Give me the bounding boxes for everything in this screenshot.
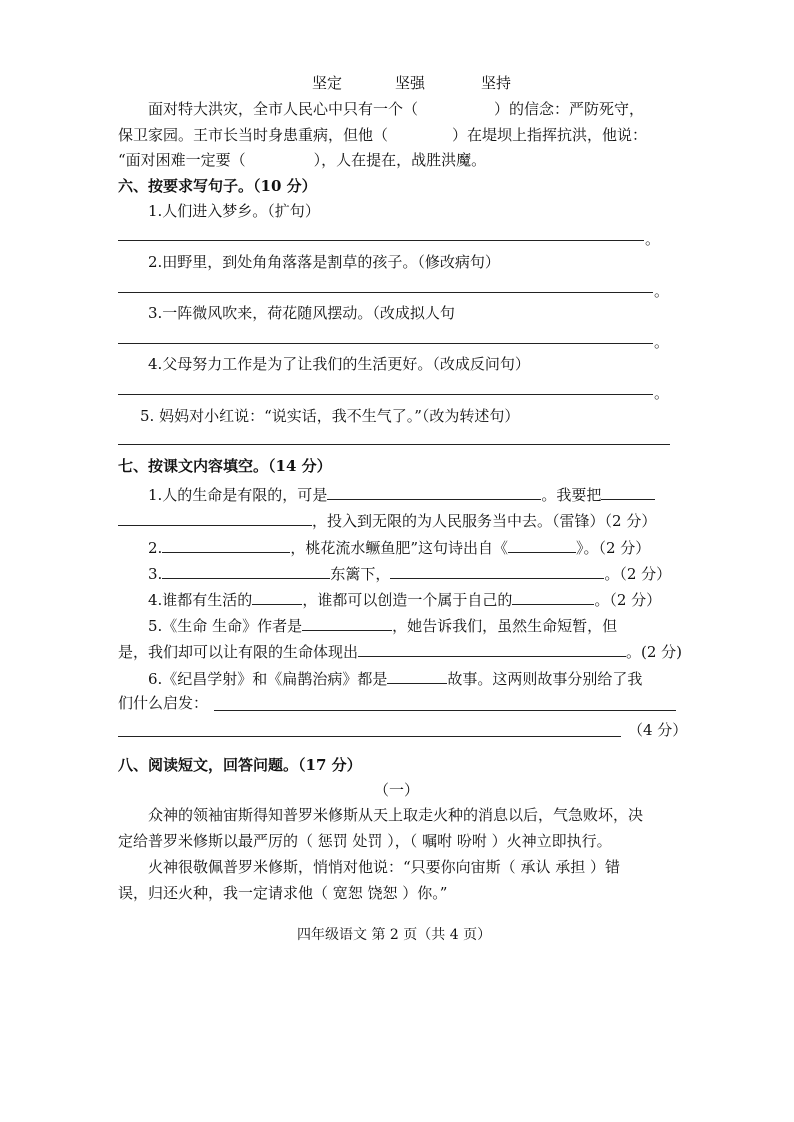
period: 。: [654, 333, 670, 351]
s7-q2: [148, 536, 650, 558]
s6-item-5: 5. 妈妈对小红说：“说实话，我不生气了。”（改为转述句）: [140, 407, 520, 425]
vocab-text: ），人在提在，战胜洪魔。: [313, 151, 487, 169]
q-text: 东篱下，: [330, 565, 391, 583]
period: 。: [654, 384, 670, 402]
q-text: 3.: [148, 565, 163, 583]
s7-q5-line1: [148, 614, 617, 636]
vocab-text: 面对特大洪灾，全市人民心中只有一个（: [148, 100, 419, 118]
blank[interactable]: [390, 562, 604, 579]
blank[interactable]: [162, 536, 290, 553]
s7-q3: [148, 562, 671, 584]
q-text: ，桃花流水鳜鱼肥”这句诗出自《: [290, 539, 508, 557]
page-footer: 四年级语文 第 2 页（共 4 页）: [297, 927, 492, 943]
q-text: ，她告诉我们，虽然生命短暂，但: [392, 617, 618, 635]
vocab-line-3: [118, 150, 486, 170]
q-text: 1.人的生命是有限的，可是: [148, 486, 328, 504]
section-7-heading: 七、按课文内容填空。（14 分）: [118, 457, 332, 475]
q-text: 。(2 分): [626, 643, 683, 661]
period: 。: [645, 230, 661, 248]
passage-line-1: 众神的领袖宙斯得知普罗米修斯从天上取走火种的消息以后，气急败坏，决: [148, 806, 644, 824]
vocab-line-2: [118, 125, 647, 145]
blank[interactable]: [512, 588, 594, 605]
blank[interactable]: [302, 614, 392, 631]
answer-line[interactable]: [118, 240, 644, 241]
vocab-text: 保卫家园。王市长当时身患重病，但他（: [118, 126, 389, 144]
blank[interactable]: [358, 640, 626, 657]
blank[interactable]: [252, 588, 302, 605]
s6-item-2: 2.田野里，到处角角落落是割草的孩子。（修改病句）: [148, 253, 500, 271]
q-text: 2.: [148, 539, 163, 557]
q-text: ，谁都可以创造一个属于自己的: [302, 591, 513, 609]
q-text: 。（2 分）: [604, 565, 672, 583]
q-text: 。（2 分）: [594, 591, 662, 609]
vocab-word-3: 坚持: [481, 74, 512, 92]
q-text: 》。（2 分）: [575, 539, 651, 557]
blank[interactable]: [387, 667, 447, 684]
q-text: 是，我们却可以让有限的生命体现出: [118, 643, 359, 661]
q-text: 们什么启发：: [118, 694, 209, 712]
q-text: 6.《纪昌学射》和《扁鹊治病》都是: [148, 670, 388, 688]
passage-line-4: 误，归还火种，我一定请求他（ 宽恕 饶恕 ）你。”: [118, 884, 448, 902]
section-8-heading: 八、阅读短文，回答问题。（17 分）: [118, 756, 362, 774]
answer-line[interactable]: [118, 343, 653, 344]
section-6-heading: 六、按要求写句子。（10 分）: [118, 177, 317, 195]
passage-line-3: 火神很敬佩普罗米修斯，悄悄对他说：“只要你向宙斯（ 承认 承担 ）错: [148, 858, 620, 876]
blank[interactable]: [118, 509, 312, 526]
vocab-text: ）的信念：严防死守，: [494, 100, 645, 118]
s7-q6-line2: [118, 693, 208, 713]
s6-item-4: 4.父母努力工作是为了让我们的生活更好。（改成反问句）: [148, 355, 530, 373]
answer-line[interactable]: [118, 736, 621, 737]
blank[interactable]: [601, 483, 655, 500]
s7-q1-line1: [148, 483, 655, 505]
s6-item-3: 3.一阵微风吹来，荷花随风摆动。（改成拟人句: [148, 304, 455, 322]
blank[interactable]: [162, 562, 330, 579]
answer-line[interactable]: [118, 292, 653, 293]
q-text: 。我要把: [541, 486, 602, 504]
s7-q4: [148, 588, 661, 610]
vocab-text: “面对困难一定要（: [118, 151, 246, 169]
s7-q5-line2: [118, 640, 682, 662]
passage-line-2: 定给普罗米修斯以最严厉的（ 惩罚 处罚 ），（ 嘱咐 吩咐 ）火神立即执行。: [118, 832, 612, 850]
vocab-text: ）在堤坝上指挥抗洪，他说：: [452, 126, 648, 144]
s7-q1-line2: [118, 509, 656, 531]
blank[interactable]: [508, 536, 576, 553]
q-text: 5.《生命 生命》作者是: [148, 617, 303, 635]
vocab-word-2: 坚强: [395, 74, 426, 92]
score-note: （4 分）: [628, 721, 688, 739]
period: 。: [654, 282, 670, 300]
passage-number: （一）: [374, 781, 420, 799]
q-text: 4.谁都有生活的: [148, 591, 253, 609]
s6-item-1: 1.人们进入梦乡。（扩句）: [148, 202, 320, 220]
s7-q6-line1: [148, 667, 642, 689]
q-text: 故事。这两则故事分别给了我: [447, 670, 643, 688]
vocab-word-1: 坚定: [312, 74, 343, 92]
vocab-line-1: [148, 99, 644, 119]
answer-line[interactable]: [118, 394, 653, 395]
blank[interactable]: [327, 483, 541, 500]
answer-line[interactable]: [118, 444, 670, 445]
answer-line[interactable]: [214, 710, 676, 711]
q-text: ，投入到无限的为人民服务当中去。（雷锋）（2 分）: [312, 512, 657, 530]
